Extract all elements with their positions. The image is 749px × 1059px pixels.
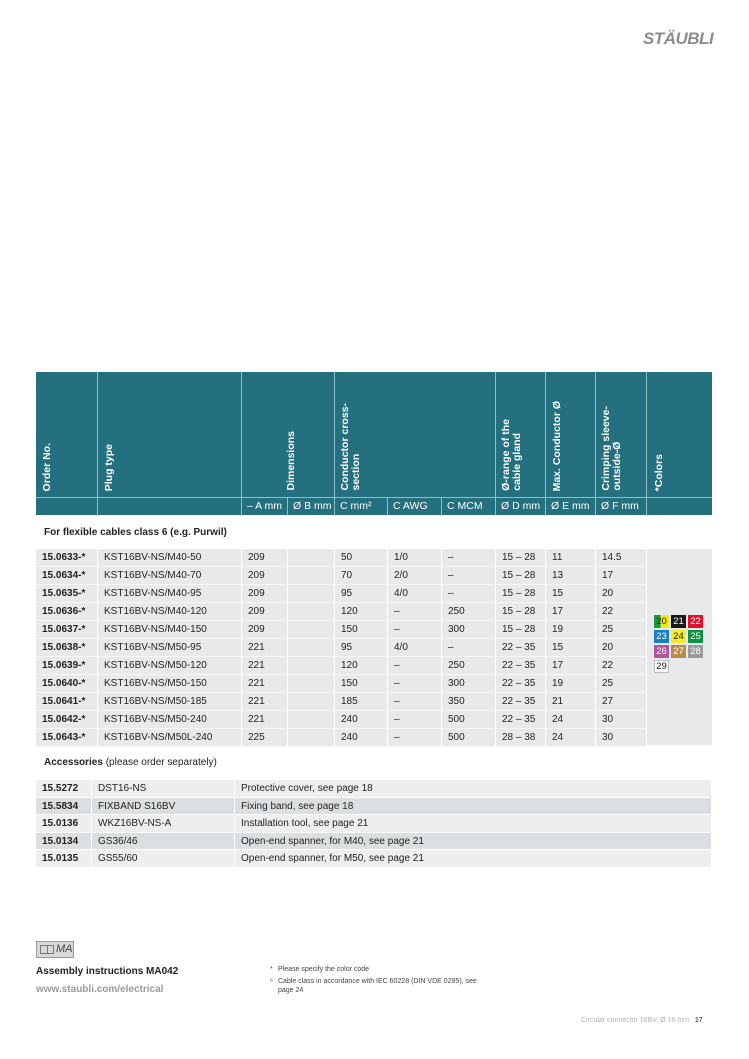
cell-b — [288, 549, 335, 567]
cell-f: 14.5 — [596, 549, 647, 567]
product-rows — [36, 549, 712, 747]
cell-c-mcm: 350 — [442, 693, 496, 711]
accessory-desc: Installation tool, see page 21 — [235, 815, 712, 832]
table-row — [36, 729, 647, 747]
cell-order: 15.0635-* — [36, 585, 98, 603]
cell-d: 22 – 35 — [496, 657, 546, 675]
cell-d: 15 – 28 — [496, 621, 546, 639]
cell-a: 221 — [242, 675, 288, 693]
cell-c-awg: – — [388, 603, 442, 621]
cell-plug: KST16BV-NS/M50-185 — [98, 693, 242, 711]
cell-e: 15 — [546, 639, 596, 657]
table-row — [36, 675, 647, 693]
accessory-row — [36, 833, 712, 851]
cell-f: 30 — [596, 711, 647, 729]
cell-c-mcm: 500 — [442, 711, 496, 729]
accessory-order: 15.0135 — [36, 850, 92, 867]
header-crimping-label: Crimping sleeve- outside-Ø — [600, 406, 623, 491]
cell-d: 22 – 35 — [496, 711, 546, 729]
cell-e: 24 — [546, 711, 596, 729]
cell-a: 221 — [242, 711, 288, 729]
cell-b — [288, 729, 335, 747]
accessory-type: GS36/46 — [92, 833, 235, 850]
accessory-row — [36, 815, 712, 833]
accessory-type: DST16-NS — [92, 780, 235, 797]
accessories-title-note: (please order separately) — [102, 757, 217, 768]
subheader-empty-2 — [98, 497, 242, 515]
page-number: 17 — [694, 1017, 703, 1024]
cell-c-mcm: 250 — [442, 657, 496, 675]
cell-c-mm2: 150 — [335, 675, 388, 693]
header-colors-label: *Colors — [653, 453, 665, 491]
cell-b — [288, 711, 335, 729]
staubli-logo: STÄUBLI — [643, 29, 714, 48]
cell-d: 22 – 35 — [496, 693, 546, 711]
cell-c-awg: – — [388, 621, 442, 639]
accessory-desc: Open-end spanner, for M40, see page 21 — [235, 833, 712, 850]
cell-order: 15.0637-* — [36, 621, 98, 639]
cell-c-mm2: 95 — [335, 639, 388, 657]
accessory-order: 15.0134 — [36, 833, 92, 850]
cell-plug: KST16BV-NS/M40-50 — [98, 549, 242, 567]
cell-b — [288, 567, 335, 585]
accessory-order: 15.5272 — [36, 780, 92, 797]
header-dimensions-label: Dimensions — [285, 431, 297, 491]
cell-c-mm2: 240 — [335, 729, 388, 747]
color-swatch-22: 22 — [688, 615, 703, 628]
subheader-f: Ø F mm — [596, 497, 647, 515]
accessories-rows — [36, 780, 712, 868]
footnote-2-text: Cable class in accordance with IEC 60228 (DIN VDE 0295), see page 24 — [278, 978, 477, 994]
cell-e: 19 — [546, 621, 596, 639]
color-swatch-20: 20 — [654, 615, 669, 628]
book-icon — [40, 945, 54, 954]
subheader-e: Ø E mm — [546, 497, 596, 515]
footnote-cable-class — [270, 978, 490, 995]
cell-f: 27 — [596, 693, 647, 711]
cell-c-awg: 4/0 — [388, 585, 442, 603]
assembly-instructions: Assembly instructions MA042 — [36, 966, 179, 977]
cell-c-awg: – — [388, 657, 442, 675]
cell-d: 15 – 28 — [496, 567, 546, 585]
header-plug-type — [98, 372, 242, 497]
cell-b — [288, 603, 335, 621]
footnote-color-code — [270, 966, 490, 975]
subheader-b: Ø B mm — [288, 497, 335, 515]
cell-b — [288, 693, 335, 711]
cell-c-awg: – — [388, 711, 442, 729]
cell-order: 15.0638-* — [36, 639, 98, 657]
color-swatch-21: 21 — [671, 615, 686, 628]
cell-c-awg: – — [388, 675, 442, 693]
table-row — [36, 693, 647, 711]
cell-order: 15.0634-* — [36, 567, 98, 585]
header-conductor — [335, 372, 496, 497]
cell-order: 15.0633-* — [36, 549, 98, 567]
cell-c-mm2: 95 — [335, 585, 388, 603]
cell-e: 17 — [546, 657, 596, 675]
cell-f: 22 — [596, 603, 647, 621]
color-swatch-29: 29 — [654, 660, 669, 673]
cell-f: 17 — [596, 567, 647, 585]
cell-a: 209 — [242, 567, 288, 585]
cell-e: 13 — [546, 567, 596, 585]
table-row — [36, 657, 647, 675]
table-row — [36, 585, 647, 603]
cell-order: 15.0643-* — [36, 729, 98, 747]
accessory-desc: Protective cover, see page 18 — [235, 780, 712, 797]
cell-b — [288, 585, 335, 603]
cell-c-mm2: 70 — [335, 567, 388, 585]
cell-c-mm2: 185 — [335, 693, 388, 711]
cell-plug: KST16BV-NS/M50-150 — [98, 675, 242, 693]
cell-c-awg: 4/0 — [388, 639, 442, 657]
header-plug-type-label: Plug type — [103, 443, 115, 491]
cell-d: 15 – 28 — [496, 585, 546, 603]
accessory-row — [36, 798, 712, 816]
color-swatch-24: 24 — [671, 630, 686, 643]
table-row — [36, 639, 647, 657]
header-gland-label: Ø-range of the cable gland — [500, 419, 523, 491]
cell-plug: KST16BV-NS/M50L-240 — [98, 729, 242, 747]
cell-b — [288, 675, 335, 693]
subheader-c-awg: C AWG — [388, 497, 442, 515]
cell-a: 221 — [242, 657, 288, 675]
header-gland — [496, 372, 546, 497]
cell-plug: KST16BV-NS/M40-120 — [98, 603, 242, 621]
subheader-empty-1 — [36, 497, 98, 515]
accessory-desc: Open-end spanner, for M50, see page 21 — [235, 850, 712, 867]
cell-c-mcm: – — [442, 549, 496, 567]
cell-b — [288, 657, 335, 675]
cell-d: 22 – 35 — [496, 675, 546, 693]
accessory-type: WKZ16BV-NS-A — [92, 815, 235, 832]
cell-a: 221 — [242, 693, 288, 711]
accessory-row — [36, 780, 712, 798]
header-crimping — [596, 372, 647, 497]
cell-c-mm2: 240 — [335, 711, 388, 729]
footnote-2-mark: ⁶ — [270, 978, 273, 985]
header-max-conductor-label: Max. Conductor Ø — [551, 400, 563, 491]
cell-plug: KST16BV-NS/M50-120 — [98, 657, 242, 675]
color-swatch-27: 27 — [671, 645, 686, 658]
cell-plug: KST16BV-NS/M40-70 — [98, 567, 242, 585]
cell-c-mm2: 150 — [335, 621, 388, 639]
cell-d: 15 – 28 — [496, 549, 546, 567]
cell-a: 209 — [242, 621, 288, 639]
subheader-c-mcm: C MCM — [442, 497, 496, 515]
cell-c-mcm: 250 — [442, 603, 496, 621]
table-row — [36, 711, 647, 729]
subheader-d: Ø D mm — [496, 497, 546, 515]
footnote-1-text: Please specify the color code — [278, 966, 370, 973]
accessory-order: 15.0136 — [36, 815, 92, 832]
cell-order: 15.0639-* — [36, 657, 98, 675]
cell-f: 25 — [596, 675, 647, 693]
accessory-desc: Fixing band, see page 18 — [235, 798, 712, 815]
cell-c-mcm: – — [442, 567, 496, 585]
cell-plug: KST16BV-NS/M40-95 — [98, 585, 242, 603]
cell-a: 209 — [242, 549, 288, 567]
cell-f: 25 — [596, 621, 647, 639]
cell-c-mm2: 50 — [335, 549, 388, 567]
cell-order: 15.0641-* — [36, 693, 98, 711]
cell-a: 209 — [242, 603, 288, 621]
cell-order: 15.0642-* — [36, 711, 98, 729]
cell-e: 24 — [546, 729, 596, 747]
ma-label: MA — [56, 943, 73, 955]
cell-a: 221 — [242, 639, 288, 657]
page-footer — [581, 1017, 703, 1024]
cell-c-awg: – — [388, 693, 442, 711]
color-swatch-28: 28 — [688, 645, 703, 658]
cell-b — [288, 621, 335, 639]
header-dimensions — [242, 372, 335, 497]
cell-c-awg: 2/0 — [388, 567, 442, 585]
cell-c-awg: 1/0 — [388, 549, 442, 567]
header-max-conductor — [546, 372, 596, 497]
cell-e: 21 — [546, 693, 596, 711]
cell-c-mcm: – — [442, 585, 496, 603]
page-caption: Circular connector 16BV, Ø 16 mm — [581, 1017, 689, 1024]
cell-d: 22 – 35 — [496, 639, 546, 657]
cell-e: 17 — [546, 603, 596, 621]
section-title-accessories — [44, 757, 217, 768]
cell-d: 15 – 28 — [496, 603, 546, 621]
cell-f: 30 — [596, 729, 647, 747]
header-order-no-label: Order No. — [41, 442, 53, 491]
color-swatch-26: 26 — [654, 645, 669, 658]
accessory-type: FIXBAND S16BV — [92, 798, 235, 815]
cell-c-mcm: 300 — [442, 621, 496, 639]
cell-c-mcm: 500 — [442, 729, 496, 747]
cell-f: 20 — [596, 585, 647, 603]
subheader-c-mm2: C mm² — [335, 497, 388, 515]
cell-b — [288, 639, 335, 657]
table-header — [36, 372, 712, 515]
accessory-row — [36, 850, 712, 868]
table-row — [36, 567, 647, 585]
cell-c-mcm: – — [442, 639, 496, 657]
cell-c-mm2: 120 — [335, 603, 388, 621]
cell-a: 209 — [242, 585, 288, 603]
cell-f: 22 — [596, 657, 647, 675]
table-row — [36, 549, 647, 567]
cell-e: 11 — [546, 549, 596, 567]
cell-plug: KST16BV-NS/M50-95 — [98, 639, 242, 657]
accessory-order: 15.5834 — [36, 798, 92, 815]
cell-order: 15.0640-* — [36, 675, 98, 693]
cell-a: 225 — [242, 729, 288, 747]
cell-d: 28 – 38 — [496, 729, 546, 747]
header-order-no — [36, 372, 98, 497]
accessory-type: GS55/60 — [92, 850, 235, 867]
cell-plug: KST16BV-NS/M50-240 — [98, 711, 242, 729]
cell-f: 20 — [596, 639, 647, 657]
accessories-title-bold: Accessories — [44, 757, 103, 768]
cell-c-awg: – — [388, 729, 442, 747]
header-conductor-label: Conductor cross- section — [339, 403, 362, 491]
cell-plug: KST16BV-NS/M40-150 — [98, 621, 242, 639]
subheader-empty-colors — [647, 497, 712, 515]
cell-e: 19 — [546, 675, 596, 693]
footnote-1-mark: * — [270, 966, 273, 973]
color-swatch-25: 25 — [688, 630, 703, 643]
header-colors — [647, 372, 712, 497]
section-title-flexible: For flexible cables class 6 (e.g. Purwil) — [44, 527, 227, 538]
cell-c-mcm: 300 — [442, 675, 496, 693]
cell-order: 15.0636-* — [36, 603, 98, 621]
cell-e: 15 — [546, 585, 596, 603]
table-row — [36, 603, 647, 621]
subheader-a: – A mm — [242, 497, 288, 515]
color-swatch-23: 23 — [654, 630, 669, 643]
assembly-manual-icon — [36, 941, 74, 958]
cell-c-mm2: 120 — [335, 657, 388, 675]
website-link[interactable]: www.staubli.com/electrical — [36, 984, 164, 995]
table-row — [36, 621, 647, 639]
